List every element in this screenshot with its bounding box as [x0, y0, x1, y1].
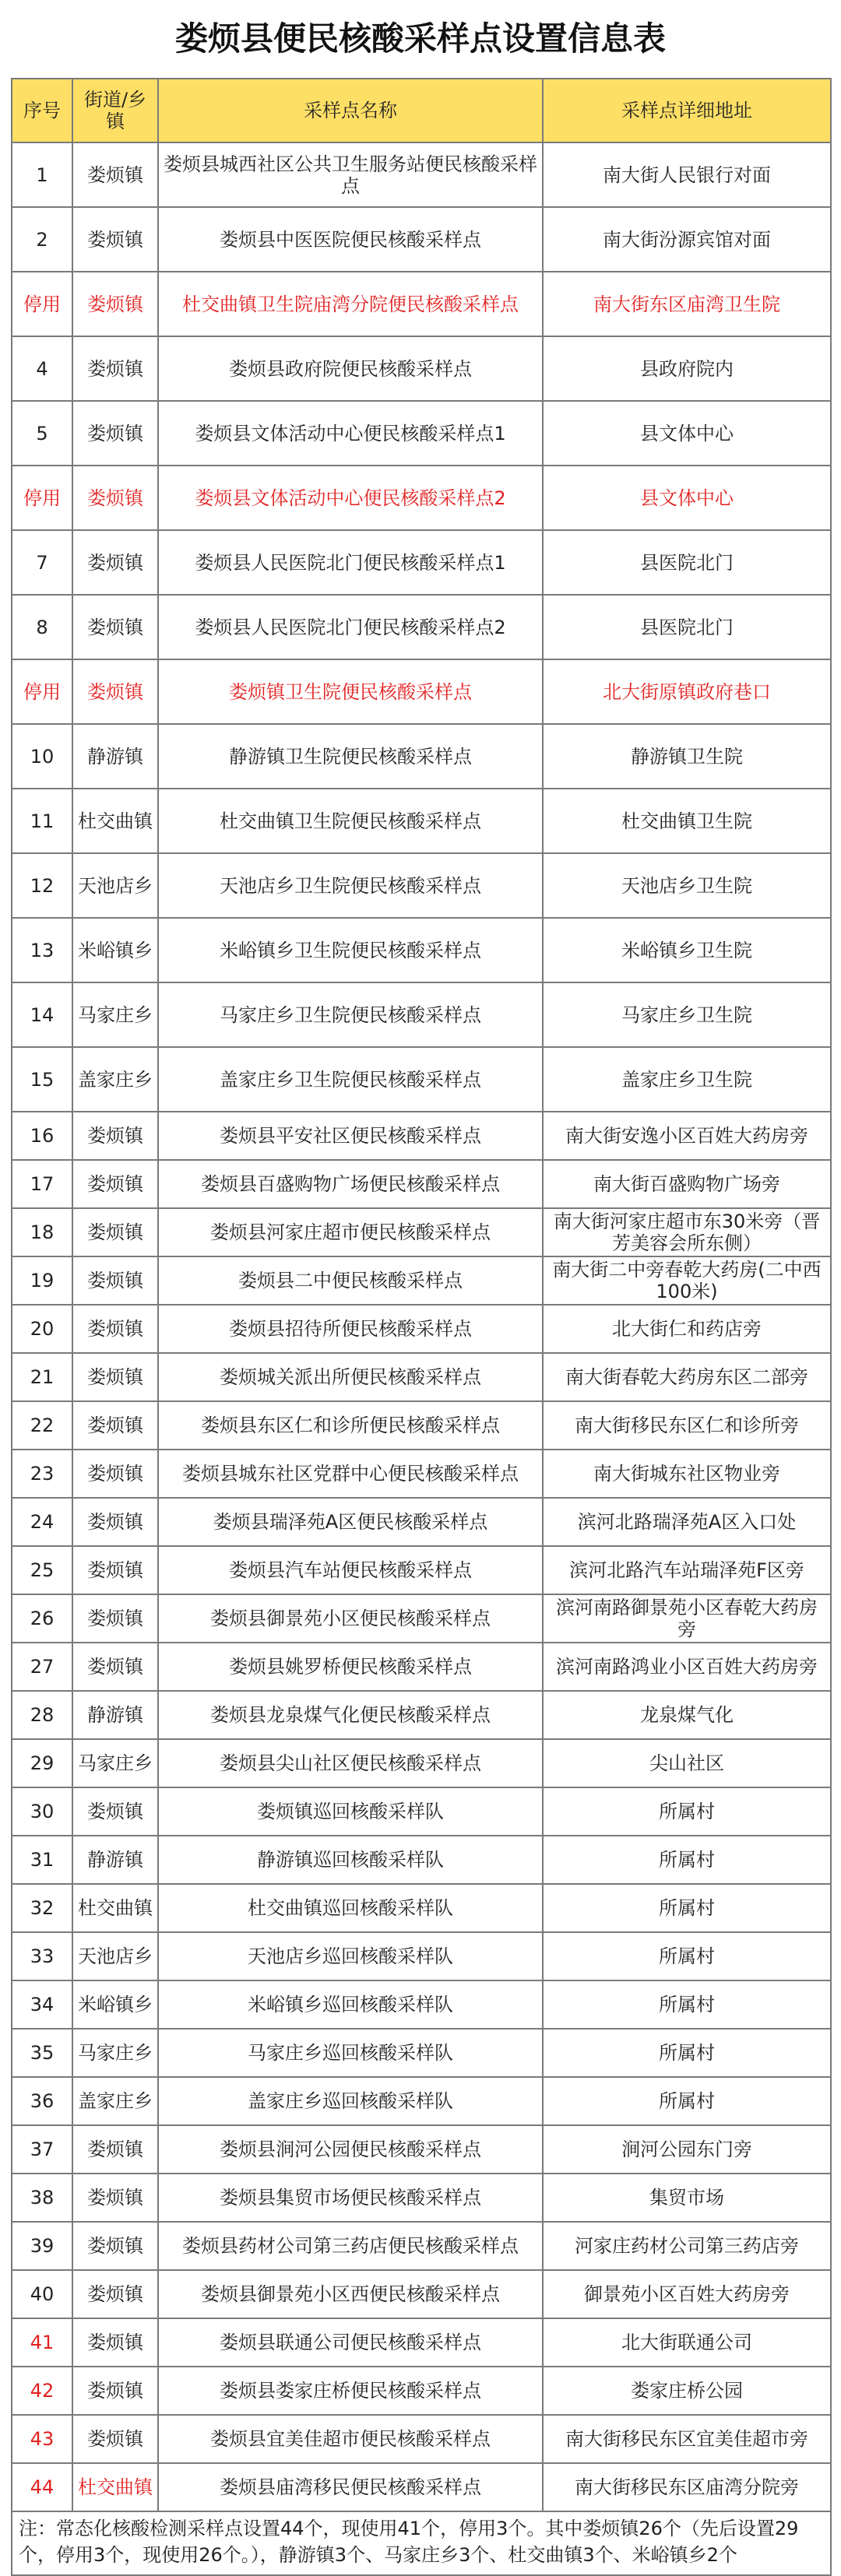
row-address: 南大街移民东区庙湾分院旁: [543, 2463, 831, 2511]
row-address: 尖山社区: [543, 1739, 831, 1787]
row-serial: 23: [12, 1450, 72, 1498]
row-address: 河家庄药材公司第三药店旁: [543, 2222, 831, 2270]
row-point-name: 娄烦县东区仁和诊所便民核酸采样点: [158, 1401, 543, 1450]
row-town: 马家庄乡: [72, 1739, 158, 1787]
row-serial: 8: [12, 595, 72, 659]
row-point-name: 娄烦县联通公司便民核酸采样点: [158, 2318, 543, 2367]
row-address: 涧河公园东门旁: [543, 2125, 831, 2174]
row-address: 滨河北路汽车站瑞泽苑F区旁: [543, 1546, 831, 1594]
row-serial: 停用: [12, 466, 72, 530]
row-town: 娄烦镇: [72, 2174, 158, 2222]
row-serial: 24: [12, 1498, 72, 1546]
row-point-name: 娄烦县百盛购物广场便民核酸采样点: [158, 1160, 543, 1208]
row-point-name: 马家庄乡卫生院便民核酸采样点: [158, 982, 543, 1047]
row-address: 米峪镇乡卫生院: [543, 918, 831, 982]
header-point-name: 采样点名称: [158, 79, 543, 142]
table-row: [12, 207, 831, 272]
row-point-name: 米峪镇乡卫生院便民核酸采样点: [158, 918, 543, 982]
row-town: 娄烦镇: [72, 2415, 158, 2463]
row-address: 御景苑小区百姓大药房旁: [543, 2270, 831, 2318]
table-row: [12, 1932, 831, 1980]
table-row: [12, 2270, 831, 2318]
row-serial: 12: [12, 853, 72, 918]
row-town: 娄烦镇: [72, 2367, 158, 2415]
row-point-name: 娄烦县药材公司第三药店便民核酸采样点: [158, 2222, 543, 2270]
row-town: 娄烦镇: [72, 1498, 158, 1546]
row-address: 县文体中心: [543, 466, 831, 530]
row-address: 天池店乡卫生院: [543, 853, 831, 918]
table-row: [12, 982, 831, 1047]
row-serial: 44: [12, 2463, 72, 2511]
row-town: 娄烦镇: [72, 1353, 158, 1401]
table-row: [12, 1401, 831, 1450]
table-row: [12, 1643, 831, 1691]
row-point-name: 娄烦县姚罗桥便民核酸采样点: [158, 1643, 543, 1691]
table-row: [12, 1691, 831, 1739]
row-town: 娄烦镇: [72, 207, 158, 272]
row-address: 所属村: [543, 1932, 831, 1980]
row-point-name: 杜交曲镇巡回核酸采样队: [158, 1884, 543, 1932]
row-address: 杜交曲镇卫生院: [543, 789, 831, 853]
table-row: [12, 1450, 831, 1498]
row-serial: 19: [12, 1256, 72, 1305]
row-serial: 7: [12, 530, 72, 595]
table-row: [12, 724, 831, 789]
row-point-name: 米峪镇乡巡回核酸采样队: [158, 1980, 543, 2029]
row-point-name: 娄烦县汽车站便民核酸采样点: [158, 1546, 543, 1594]
row-town: 娄烦镇: [72, 530, 158, 595]
row-serial: 37: [12, 2125, 72, 2174]
table-body: [12, 142, 831, 2511]
row-point-name: 娄烦县宜美佳超市便民核酸采样点: [158, 2415, 543, 2463]
row-town: 娄烦镇: [72, 1160, 158, 1208]
row-serial: 2: [12, 207, 72, 272]
row-address: 娄家庄桥公园: [543, 2367, 831, 2415]
row-town: 盖家庄乡: [72, 2077, 158, 2125]
row-point-name: 娄烦县集贸市场便民核酸采样点: [158, 2174, 543, 2222]
table-row: [12, 2077, 831, 2125]
row-serial: 43: [12, 2415, 72, 2463]
page-title: 娄烦县便民核酸采样点设置信息表: [174, 19, 666, 58]
row-town: 娄烦镇: [72, 1305, 158, 1353]
table-row: [12, 2125, 831, 2174]
table-row: [12, 1208, 831, 1256]
row-serial: 停用: [12, 272, 72, 336]
row-point-name: 马家庄乡巡回核酸采样队: [158, 2029, 543, 2077]
row-town: 杜交曲镇: [72, 2463, 158, 2511]
row-serial: 1: [12, 142, 72, 207]
table-row: [12, 595, 831, 659]
table-row: [12, 142, 831, 207]
row-serial: 36: [12, 2077, 72, 2125]
row-town: 娄烦镇: [72, 1787, 158, 1836]
row-point-name: 静游镇卫生院便民核酸采样点: [158, 724, 543, 789]
row-town: 娄烦镇: [72, 2270, 158, 2318]
row-serial: 32: [12, 1884, 72, 1932]
info-sheet: [11, 0, 830, 2576]
row-point-name: 娄烦县文体活动中心便民核酸采样点1: [158, 401, 543, 466]
row-address: 滨河南路鸿业小区百姓大药房旁: [543, 1643, 831, 1691]
table-row: [12, 2318, 831, 2367]
table-row: [12, 1739, 831, 1787]
table-row: [12, 1836, 831, 1884]
row-address: 滨河北路瑞泽苑A区入口处: [543, 1498, 831, 1546]
table-row: [12, 272, 831, 336]
table-row: [12, 1047, 831, 1112]
row-town: 天池店乡: [72, 853, 158, 918]
table-row: [12, 2367, 831, 2415]
row-point-name: 杜交曲镇卫生院庙湾分院便民核酸采样点: [158, 272, 543, 336]
row-town: 娄烦镇: [72, 1208, 158, 1256]
table-row: [12, 1160, 831, 1208]
row-town: 娄烦镇: [72, 401, 158, 466]
row-town: 马家庄乡: [72, 982, 158, 1047]
table-row: [12, 2463, 831, 2511]
row-address: 马家庄乡卫生院: [543, 982, 831, 1047]
row-point-name: 娄烦县御景苑小区便民核酸采样点: [158, 1594, 543, 1643]
row-town: 娄烦镇: [72, 1643, 158, 1691]
row-town: 娄烦镇: [72, 1401, 158, 1450]
row-address: 南大街人民银行对面: [543, 142, 831, 207]
row-address: 南大街安逸小区百姓大药房旁: [543, 1112, 831, 1160]
row-serial: 38: [12, 2174, 72, 2222]
row-serial: 22: [12, 1401, 72, 1450]
row-point-name: 娄烦县瑞泽苑A区便民核酸采样点: [158, 1498, 543, 1546]
footnote: 注：常态化核酸检测采样点设置44个，现使用41个，停用3个。其中娄烦镇26个（先后设置29个，停用3个，现使用26个。），静游镇3个、马家庄乡3个、杜交曲镇3个、米峪镇乡2个: [12, 2511, 831, 2575]
table-row: [12, 1112, 831, 1160]
row-address: 南大街二中旁春乾大药房(二中西100米): [543, 1256, 831, 1305]
row-address: 北大街原镇政府巷口: [543, 659, 831, 724]
row-town: 娄烦镇: [72, 1450, 158, 1498]
row-point-name: 娄烦县政府院便民核酸采样点: [158, 336, 543, 401]
table-row: [12, 659, 831, 724]
row-point-name: 娄烦县人民医院北门便民核酸采样点1: [158, 530, 543, 595]
row-address: 南大街汾源宾馆对面: [543, 207, 831, 272]
row-town: 静游镇: [72, 1691, 158, 1739]
row-address: 县医院北门: [543, 530, 831, 595]
row-address: 南大街河家庄超市东30米旁（晋芳美容会所东侧）: [543, 1208, 831, 1256]
row-address: 所属村: [543, 2077, 831, 2125]
row-address: 县医院北门: [543, 595, 831, 659]
row-town: 马家庄乡: [72, 2029, 158, 2077]
row-town: 娄烦镇: [72, 2318, 158, 2367]
row-point-name: 娄烦县龙泉煤气化便民核酸采样点: [158, 1691, 543, 1739]
row-serial: 16: [12, 1112, 72, 1160]
table-row: [12, 1594, 831, 1643]
table-row: [12, 1498, 831, 1546]
table-row: [12, 2222, 831, 2270]
row-address: 所属村: [543, 1884, 831, 1932]
row-serial: 4: [12, 336, 72, 401]
row-address: 南大街东区庙湾卫生院: [543, 272, 831, 336]
row-address: 南大街城东社区物业旁: [543, 1450, 831, 1498]
row-point-name: 杜交曲镇卫生院便民核酸采样点: [158, 789, 543, 853]
row-town: 娄烦镇: [72, 336, 158, 401]
row-town: 娄烦镇: [72, 2222, 158, 2270]
row-town: 娄烦镇: [72, 659, 158, 724]
row-address: 所属村: [543, 1980, 831, 2029]
row-point-name: 天池店乡卫生院便民核酸采样点: [158, 853, 543, 918]
row-serial: 34: [12, 1980, 72, 2029]
table-row: [12, 1787, 831, 1836]
row-serial: 31: [12, 1836, 72, 1884]
row-town: 娄烦镇: [72, 1112, 158, 1160]
row-point-name: 娄烦镇巡回核酸采样队: [158, 1787, 543, 1836]
row-town: 娄烦镇: [72, 466, 158, 530]
table-row: [12, 1884, 831, 1932]
row-address: 县政府院内: [543, 336, 831, 401]
header-serial: 序号: [12, 79, 72, 142]
row-town: 杜交曲镇: [72, 789, 158, 853]
row-point-name: 盖家庄乡巡回核酸采样队: [158, 2077, 543, 2125]
row-point-name: 天池店乡巡回核酸采样队: [158, 1932, 543, 1980]
row-address: 县文体中心: [543, 401, 831, 466]
row-town: 娄烦镇: [72, 1256, 158, 1305]
row-address: 盖家庄乡卫生院: [543, 1047, 831, 1112]
row-serial: 35: [12, 2029, 72, 2077]
row-point-name: 娄烦镇卫生院便民核酸采样点: [158, 659, 543, 724]
row-point-name: 静游镇巡回核酸采样队: [158, 1836, 543, 1884]
row-serial: 17: [12, 1160, 72, 1208]
table-row: [12, 401, 831, 466]
row-point-name: 娄烦县人民医院北门便民核酸采样点2: [158, 595, 543, 659]
row-point-name: 娄烦县平安社区便民核酸采样点: [158, 1112, 543, 1160]
row-serial: 21: [12, 1353, 72, 1401]
row-point-name: 娄烦县娄家庄桥便民核酸采样点: [158, 2367, 543, 2415]
row-point-name: 娄烦县尖山社区便民核酸采样点: [158, 1739, 543, 1787]
row-serial: 10: [12, 724, 72, 789]
row-town: 娄烦镇: [72, 1546, 158, 1594]
table-row: [12, 1353, 831, 1401]
row-address: 所属村: [543, 1836, 831, 1884]
row-serial: 39: [12, 2222, 72, 2270]
row-point-name: 娄烦县庙湾移民便民核酸采样点: [158, 2463, 543, 2511]
row-address: 所属村: [543, 1787, 831, 1836]
row-serial: 5: [12, 401, 72, 466]
row-point-name: 娄烦县城东社区党群中心便民核酸采样点: [158, 1450, 543, 1498]
row-point-name: 盖家庄乡卫生院便民核酸采样点: [158, 1047, 543, 1112]
row-address: 北大街联通公司: [543, 2318, 831, 2367]
row-town: 娄烦镇: [72, 142, 158, 207]
row-serial: 40: [12, 2270, 72, 2318]
table-row: [12, 466, 831, 530]
row-serial: 27: [12, 1643, 72, 1691]
row-town: 米峪镇乡: [72, 1980, 158, 2029]
row-address: 滨河南路御景苑小区春乾大药房旁: [543, 1594, 831, 1643]
row-address: 集贸市场: [543, 2174, 831, 2222]
table-row: [12, 1305, 831, 1353]
row-address: 南大街春乾大药房东区二部旁: [543, 1353, 831, 1401]
table-row: [12, 2415, 831, 2463]
row-town: 娄烦镇: [72, 272, 158, 336]
row-town: 娄烦镇: [72, 1594, 158, 1643]
row-serial: 41: [12, 2318, 72, 2367]
row-point-name: 娄烦城关派出所便民核酸采样点: [158, 1353, 543, 1401]
row-serial: 42: [12, 2367, 72, 2415]
header-town: 街道/乡镇: [72, 79, 158, 142]
table-row: [12, 2174, 831, 2222]
row-point-name: 娄烦县涧河公园便民核酸采样点: [158, 2125, 543, 2174]
row-address: 北大街仁和药店旁: [543, 1305, 831, 1353]
table-row: [12, 789, 831, 853]
row-town: 娄烦镇: [72, 2125, 158, 2174]
row-serial: 11: [12, 789, 72, 853]
row-point-name: 娄烦县河家庄超市便民核酸采样点: [158, 1208, 543, 1256]
table-row: [12, 1980, 831, 2029]
row-point-name: 娄烦县御景苑小区西便民核酸采样点: [158, 2270, 543, 2318]
row-address: 静游镇卫生院: [543, 724, 831, 789]
row-serial: 14: [12, 982, 72, 1047]
row-town: 静游镇: [72, 724, 158, 789]
row-town: 杜交曲镇: [72, 1884, 158, 1932]
row-address: 南大街百盛购物广场旁: [543, 1160, 831, 1208]
row-address: 所属村: [543, 2029, 831, 2077]
row-address: 龙泉煤气化: [543, 1691, 831, 1739]
row-serial: 20: [12, 1305, 72, 1353]
row-town: 米峪镇乡: [72, 918, 158, 982]
table-row: [12, 853, 831, 918]
row-town: 盖家庄乡: [72, 1047, 158, 1112]
row-serial: 13: [12, 918, 72, 982]
row-point-name: 娄烦县招待所便民核酸采样点: [158, 1305, 543, 1353]
row-serial: 28: [12, 1691, 72, 1739]
note-row: [12, 2511, 831, 2575]
row-town: 静游镇: [72, 1836, 158, 1884]
row-serial: 18: [12, 1208, 72, 1256]
row-serial: 26: [12, 1594, 72, 1643]
row-point-name: 娄烦县文体活动中心便民核酸采样点2: [158, 466, 543, 530]
row-point-name: 娄烦县城西社区公共卫生服务站便民核酸采样点: [158, 142, 543, 207]
row-serial: 25: [12, 1546, 72, 1594]
table-row: [12, 1546, 831, 1594]
row-serial: 33: [12, 1932, 72, 1980]
row-serial: 30: [12, 1787, 72, 1836]
table-row: [12, 1256, 831, 1305]
row-point-name: 娄烦县二中便民核酸采样点: [158, 1256, 543, 1305]
table-row: [12, 530, 831, 595]
row-address: 南大街移民东区宜美佳超市旁: [543, 2415, 831, 2463]
header-address: 采样点详细地址: [543, 79, 831, 142]
table-row: [12, 918, 831, 982]
row-town: 娄烦镇: [72, 595, 158, 659]
row-serial: 29: [12, 1739, 72, 1787]
sampling-points-table: [11, 78, 832, 2576]
row-address: 南大街移民东区仁和诊所旁: [543, 1401, 831, 1450]
table-row: [12, 336, 831, 401]
table-header-row: [12, 79, 831, 142]
row-serial: 停用: [12, 659, 72, 724]
row-town: 天池店乡: [72, 1932, 158, 1980]
row-serial: 15: [12, 1047, 72, 1112]
table-row: [12, 2029, 831, 2077]
row-point-name: 娄烦县中医医院便民核酸采样点: [158, 207, 543, 272]
